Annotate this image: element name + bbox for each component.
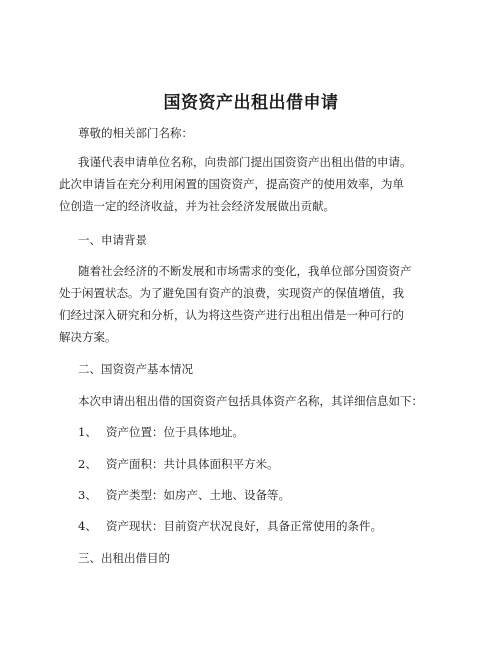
list-item [78, 424, 244, 440]
list-item-number: 2、 [78, 457, 97, 471]
list-item-number: 3、 [78, 488, 97, 502]
section2-intro: 本次申请出租出借的国资资产包括具体资产名称，其详细信息如下： [78, 394, 423, 408]
salutation: 尊敬的相关部门名称： [78, 126, 193, 140]
section1-line-4: 解决方案。 [59, 330, 117, 344]
intro-line-1: 我谨代表申请单位名称，向贵部门提出国资资产出租出借的申请。 [78, 155, 412, 169]
list-item [78, 487, 290, 503]
document-title: 国资资产出租出借申请 [163, 93, 339, 113]
section3-heading: 三、出租出借目的 [78, 551, 170, 565]
list-item-text: 资产类型：如房产、土地、设备等。 [106, 488, 290, 502]
section1-line-1: 随着社会经济的不断发展和市场需求的变化，我单位部分国资资产 [78, 264, 412, 278]
list-item-number: 1、 [78, 425, 97, 439]
section2-heading: 二、国资资产基本情况 [78, 362, 193, 376]
list-item [78, 518, 382, 534]
intro-line-2: 此次申请旨在充分利用闲置的国资资产，提高资产的使用效率，为单 [59, 177, 404, 191]
section1-line-3: 们经过深入研究和分析，认为将这些资产进行出租出借是一种可行的 [59, 308, 404, 322]
section1-heading: 一、申请背景 [78, 233, 147, 247]
intro-line-3: 位创造一定的经济收益，并为社会经济发展做出贡献。 [59, 199, 335, 213]
list-item [78, 456, 279, 472]
list-item-text: 资产位置：位于具体地址。 [106, 425, 244, 439]
list-item-text: 资产现状：目前资产状况良好，具备正常使用的条件。 [106, 519, 382, 533]
list-item-text: 资产面积：共计具体面积平方米。 [106, 457, 279, 471]
section1-line-2: 处于闲置状态。为了避免国有资产的浪费，实现资产的保值增值，我 [59, 286, 404, 300]
list-item-number: 4、 [78, 519, 97, 533]
